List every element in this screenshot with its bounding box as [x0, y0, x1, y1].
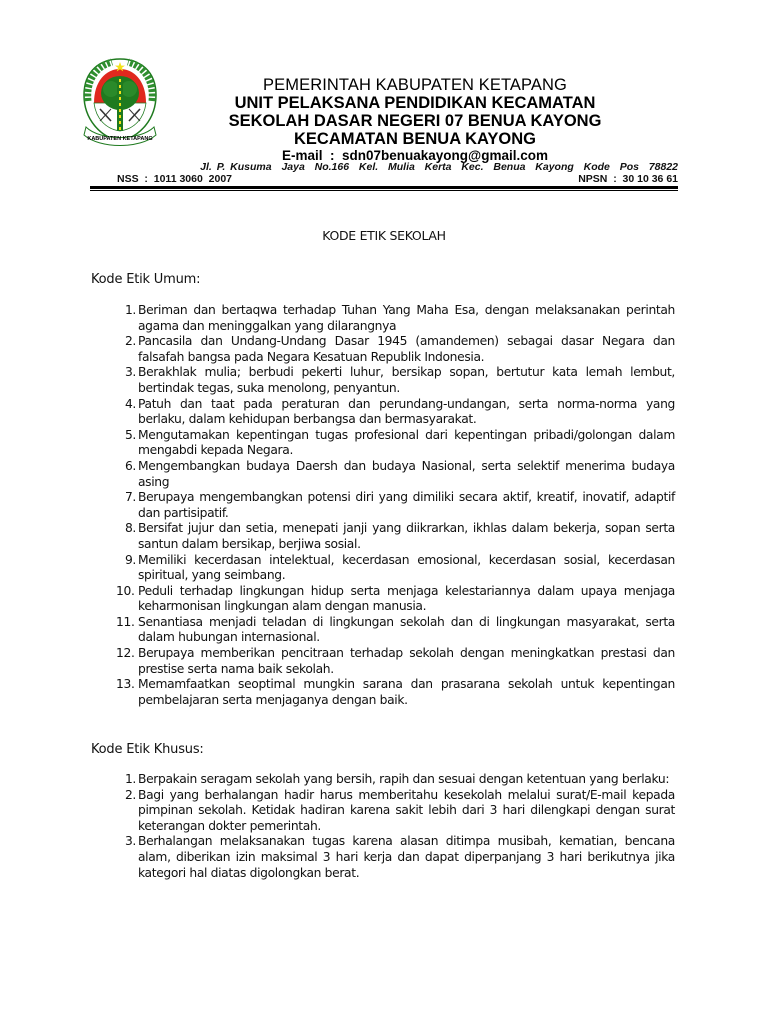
nss-number: NSS : 1011 3060 2007: [117, 173, 233, 185]
letterhead-school: SEKOLAH DASAR NEGERI 07 BENUA KAYONG: [228, 112, 602, 130]
kabupaten-ketapang-emblem-icon: [80, 57, 160, 149]
list-item: 1. Berpakain seragam sekolah yang bersih, rapih dan sesuai dengan ketentuan yang berlaku:: [124, 772, 670, 786]
list-item: 3. Berhalangan melaksanakan tugas karena alasan ditimpa musibah, kematian, bencana alam, diberikan izin maksimal 3 hari kerja dan dapat diperpanjang 3 hari berikutnya jika kategori hal diatas digolongkan berat.: [124, 834, 675, 880]
letterhead-address: Jl. P. Kusuma Jaya No.166 Kel. Mulia Kerta Kec. Benua Kayong Kode Pos 78822: [200, 161, 678, 173]
letterhead: [160, 76, 670, 164]
list-item: 7. Berupaya mengembangkan potensi diri yang dimiliki secara aktif, kreatif, inovatif, adaptif dan partisipatif.: [124, 490, 675, 520]
list-item: 3. Berakhlak mulia; berbudi pekerti luhur, bersikap sopan, bertutur kata lemah lembut, bertindak tegas, suka menolong, penyantun.: [124, 365, 675, 395]
list-item: 2. Pancasila dan Undang-Undang Dasar 1945 (amandemen) sebagai dasar Negara dan falsafah bangsa pada Negara Kesatuan Republik Indonesia.: [124, 334, 675, 364]
code-list-khusus: [110, 772, 675, 881]
npsn-number: NPSN : 30 10 36 61: [578, 173, 678, 185]
section-heading-khusus: Kode Etik Khusus:: [91, 742, 204, 757]
code-list-umum: [110, 303, 675, 708]
list-item: 9. Memiliki kecerdasan intelektual, kecerdasan emosional, kecerdasan sosial, kecerdasan spiritual, yang seimbang.: [124, 552, 675, 583]
letterhead-divider: [90, 186, 678, 191]
list-item: 6. Mengembangkan budaya Daersh dan budaya Nasional, serta selektif menerima budaya asing: [124, 458, 675, 489]
letterhead-government: PEMERINTAH KABUPATEN KETAPANG: [263, 76, 567, 94]
list-item: 10. Peduli terhadap lingkungan hidup serta menjaga kelestariannya dalam upaya menjaga keharmonisan lingkungan alam dengan manusia.: [116, 583, 675, 614]
list-item: 13. Memamfaatkan seoptimal mungkin sarana dan prasarana sekolah untuk kepentingan pembelajaran serta menjaganya dengan baik.: [116, 677, 675, 707]
letterhead-unit: UNIT PELAKSANA PENDIDIKAN KECAMATAN: [234, 94, 596, 112]
svg-text:KABUPATEN KETAPANG: KABUPATEN KETAPANG: [87, 136, 153, 142]
document-title: KODE ETIK SEKOLAH: [322, 228, 446, 243]
list-item: 11. Senantiasa menjadi teladan di lingkungan sekolah dan di lingkungan masyarakat, serta dalam hubungan internasional.: [116, 614, 675, 645]
letterhead-district: KECAMATAN BENUA KAYONG: [293, 130, 536, 148]
list-item: 5. Mengutamakan kepentingan tugas profesional dari kepentingan pribadi/golongan dalam mengabdi kepada Negara.: [124, 427, 675, 458]
list-item: 2. Bagi yang berhalangan hadir harus memberitahu kesekolah melalui surat/E-mail kepada pimpinan sekolah. Ketidak hadiran karena sakit lebih dari 3 hari dilengkapi dengan surat keterangan dokter pemerintah.: [124, 787, 675, 833]
section-heading-umum: Kode Etik Umum:: [91, 272, 201, 287]
letterhead-email: E-mail : sdn07benuakayong@gmail.com: [282, 148, 548, 163]
list-item: 12. Berupaya memberikan pencitraan terhadap sekolah dengan meningkatkan prestasi dan prestise serta nama baik sekolah.: [116, 646, 675, 676]
list-item: 8. Bersifat jujur dan setia, menepati janji yang diikrarkan, ikhlas dalam bekerja, sopan serta santun dalam bersikap, berjiwa sosial.: [124, 521, 675, 551]
list-item: 4. Patuh dan taat pada peraturan dan perundang-undangan, serta norma-norma yang berlaku, dalam kehidupan berbangsa dan bermasyarakat.: [124, 396, 675, 427]
list-item: 1. Beriman dan bertaqwa terhadap Tuhan Yang Maha Esa, dengan melaksanakan perintah agama dan meninggalkan yang dilarangnya: [124, 303, 675, 333]
